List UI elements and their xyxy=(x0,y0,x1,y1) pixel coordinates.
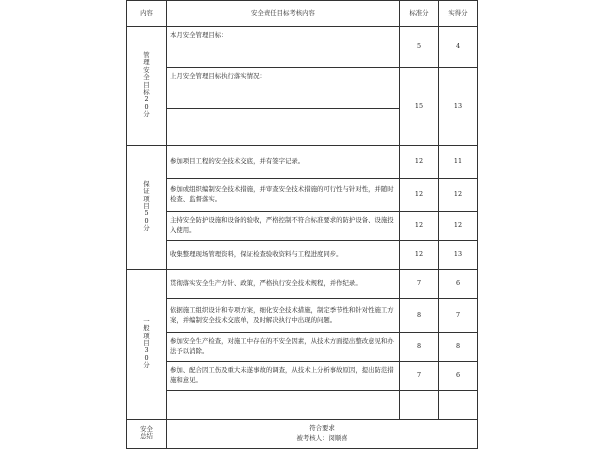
table-row xyxy=(127,68,478,109)
actual-blank xyxy=(439,391,478,420)
item-text: 本月安全管理目标： xyxy=(167,27,400,68)
assessment-sheet xyxy=(126,0,477,442)
standard-blank xyxy=(400,391,439,420)
section-name: 保证项目50分 xyxy=(143,179,150,233)
summary-result: 符合要求 xyxy=(309,424,335,433)
actual-score: 8 xyxy=(439,333,478,362)
summary-label-cell xyxy=(127,420,167,449)
header-items: 安全责任目标考核内容 xyxy=(167,1,400,27)
actual-score: 12 xyxy=(439,212,478,241)
summary-label: 安全总结 xyxy=(140,424,153,441)
section-label xyxy=(127,270,167,420)
item-text: 上月安全管理目标执行落实情况： xyxy=(167,68,400,109)
standard-score: 15 xyxy=(400,68,439,146)
assessment-table xyxy=(126,0,478,449)
actual-score: 7 xyxy=(439,299,478,333)
item-text-blank xyxy=(167,391,400,420)
section-label xyxy=(127,146,167,270)
table-row xyxy=(127,212,478,241)
table-row xyxy=(127,270,478,299)
actual-score: 11 xyxy=(439,146,478,179)
actual-score: 13 xyxy=(439,68,478,146)
item-text: 依据施工组织设计和专项方案，细化安全技术措施，制定季节性和针对性施工方案，并编制安全技术交底单，及时解决执行中出现的问题。 xyxy=(167,299,400,333)
header-content: 内容 xyxy=(127,1,167,27)
item-text: 主持安全防护设施和设备的验收，严格控制不符合标准要求的防护设备、设施投入使用。 xyxy=(167,212,400,241)
section-name: 管理安全目标20分 xyxy=(143,51,150,118)
standard-score: 12 xyxy=(400,179,439,212)
table-row xyxy=(127,146,478,179)
standard-score: 8 xyxy=(400,299,439,333)
section-name: 一般项目30分 xyxy=(143,316,150,370)
standard-score: 8 xyxy=(400,333,439,362)
table-row xyxy=(127,333,478,362)
header-standard: 标准分 xyxy=(400,1,439,27)
item-text: 参加或组织编制安全技术措施，并审查安全技术措施的可行性与针对性，并随时检查、监督落实。 xyxy=(167,179,400,212)
table-row xyxy=(127,362,478,391)
actual-score: 6 xyxy=(439,270,478,299)
summary-row xyxy=(127,420,478,449)
item-text: 贯彻落实安全生产方针、政策，严格执行安全技术规程，并作纪录。 xyxy=(167,270,400,299)
standard-score: 12 xyxy=(400,212,439,241)
header-row xyxy=(127,1,478,27)
table-row xyxy=(127,179,478,212)
item-text: 参加安全生产检查，对施工中存在的不安全因素，从技术方面提出整改意见和办法予以消除。 xyxy=(167,333,400,362)
standard-score: 7 xyxy=(400,362,439,391)
section-label xyxy=(127,27,167,146)
item-text-blank xyxy=(167,109,400,146)
actual-score: 13 xyxy=(439,241,478,270)
table-row xyxy=(127,299,478,333)
summary-assessee: 被考核人：闵顺喜 xyxy=(296,434,348,442)
standard-score: 12 xyxy=(400,146,439,179)
table-row xyxy=(127,27,478,68)
actual-score: 12 xyxy=(439,179,478,212)
header-actual: 实得分 xyxy=(439,1,478,27)
item-text: 参加项目工程的安全技术交底，并有签字记录。 xyxy=(167,146,400,179)
standard-score: 12 xyxy=(400,241,439,270)
actual-score: 4 xyxy=(439,27,478,68)
standard-score: 7 xyxy=(400,270,439,299)
standard-score: 5 xyxy=(400,27,439,68)
item-text: 参加、配合因工伤及重大未遂事故的调查，从技术上分析事故原因，提出防范措施和意见。 xyxy=(167,362,400,391)
table-row xyxy=(127,241,478,270)
summary-cell xyxy=(167,420,478,449)
actual-score: 6 xyxy=(439,362,478,391)
table-row-spacer xyxy=(127,391,478,420)
item-text: 收集整理现场管理资料，保证检查验收资料与工程进度同步。 xyxy=(167,241,400,270)
